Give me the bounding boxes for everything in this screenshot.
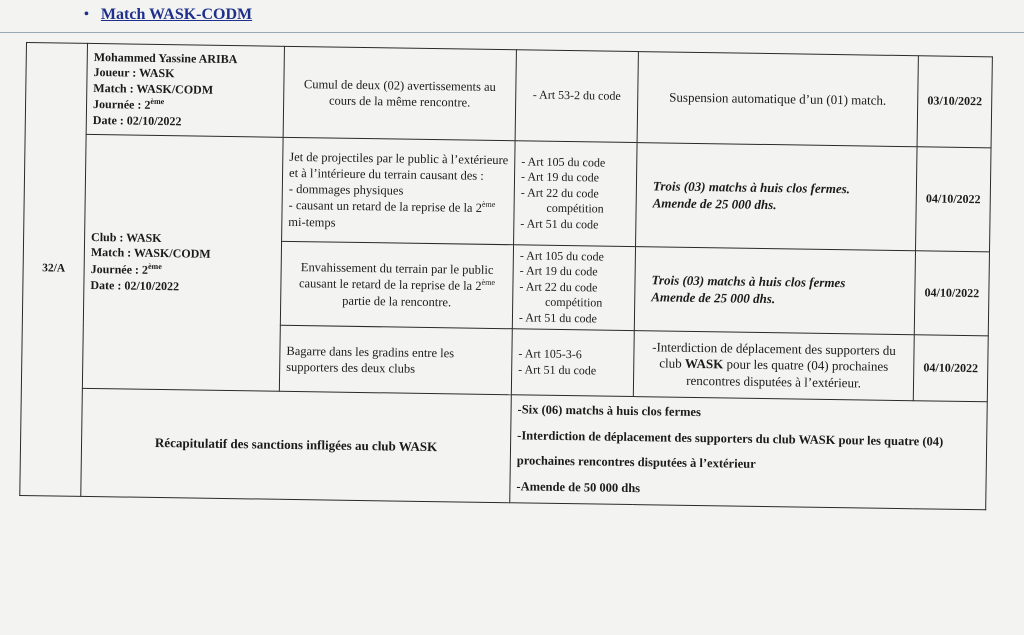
decision-cell: -Interdiction de déplacement des supporters du club WASK pour les quatre (04) prochaines rencontres disputées à l’extérieur.: [633, 331, 914, 401]
recap-label: Récapitulatif des sanctions infligées au club WASK: [81, 388, 512, 502]
table-row: [20, 387, 987, 509]
recap-list: [510, 395, 988, 510]
decision-cell: Suspension automatique d’un (01) match.: [637, 52, 918, 147]
section-heading: [84, 6, 252, 24]
header-divider: [0, 32, 1024, 33]
bullet-icon: •: [84, 7, 89, 22]
player-date: Date : 02/10/2022: [92, 112, 182, 129]
decision-date: 03/10/2022: [917, 56, 992, 148]
articles-cell: - Art 105-3-6 - Art 51 du code: [511, 329, 634, 397]
recap-item: -Six (06) matchs à huis clos fermes: [517, 402, 702, 420]
club-date: Date : 02/10/2022: [90, 277, 180, 293]
sanctions-table: [19, 42, 993, 510]
club-cell: [82, 134, 283, 391]
player-match: Match : WASK/CODM: [93, 80, 214, 97]
motif-cell: Jet de projectiles par le public à l’extérieure et à l’intérieure du terrain causant des : - dommages physiques - causant un retard de la reprise de la 2ème mi-temps: [282, 137, 516, 244]
decision-date: 04/10/2022: [914, 251, 989, 336]
decision-cell: Trois (03) matchs à huis clos fermes. Amende de 25 000 dhs.: [636, 143, 918, 251]
motif-cell: Envahissement du terrain par le public causant le retard de la reprise de la 2ème partie de la rencontre.: [280, 241, 513, 328]
motif-cell: Bagarre dans les gradins entre les supporters des deux clubs: [279, 325, 512, 394]
table-row: [25, 43, 992, 148]
case-id: 32/A: [20, 43, 88, 496]
decision-date: 04/10/2022: [916, 147, 992, 252]
player-journee: Journée : 2ème: [92, 97, 165, 113]
decision-date: 04/10/2022: [913, 335, 988, 402]
player-cell: [86, 43, 284, 137]
motif-cell: Cumul de deux (02) avertissements au cours de la même rencontre.: [283, 46, 516, 140]
club-journee: Journée : 2ème: [90, 261, 162, 277]
recap-item: -Amende de 50 000 dhs: [516, 479, 641, 496]
club-match: Match : WASK/CODM: [90, 245, 211, 262]
player-team: Joueur : WASK: [93, 65, 175, 81]
decision-cell: Trois (03) matchs à huis clos fermes Amende de 25 000 dhs.: [634, 247, 915, 335]
player-name: Mohammed Yassine ARIBA: [93, 49, 238, 66]
club-name: Club : WASK: [91, 229, 162, 245]
heading-title: Match WASK-CODM: [100, 6, 253, 23]
articles-cell: - Art 105 du code - Art 19 du code - Art 22 du code compétition - Art 51 du code: [512, 245, 635, 331]
articles-cell: - Art 53-2 du code: [515, 50, 638, 143]
articles-cell: - Art 105 du code - Art 19 du code - Art 22 du code compétition - Art 51 du code: [514, 141, 638, 247]
recap-item: -Interdiction de déplacement des supporters du club WASK pour les quatre (04) prochaines rencontres disputées à l’extérieur: [516, 427, 944, 472]
table-row: [24, 133, 991, 251]
